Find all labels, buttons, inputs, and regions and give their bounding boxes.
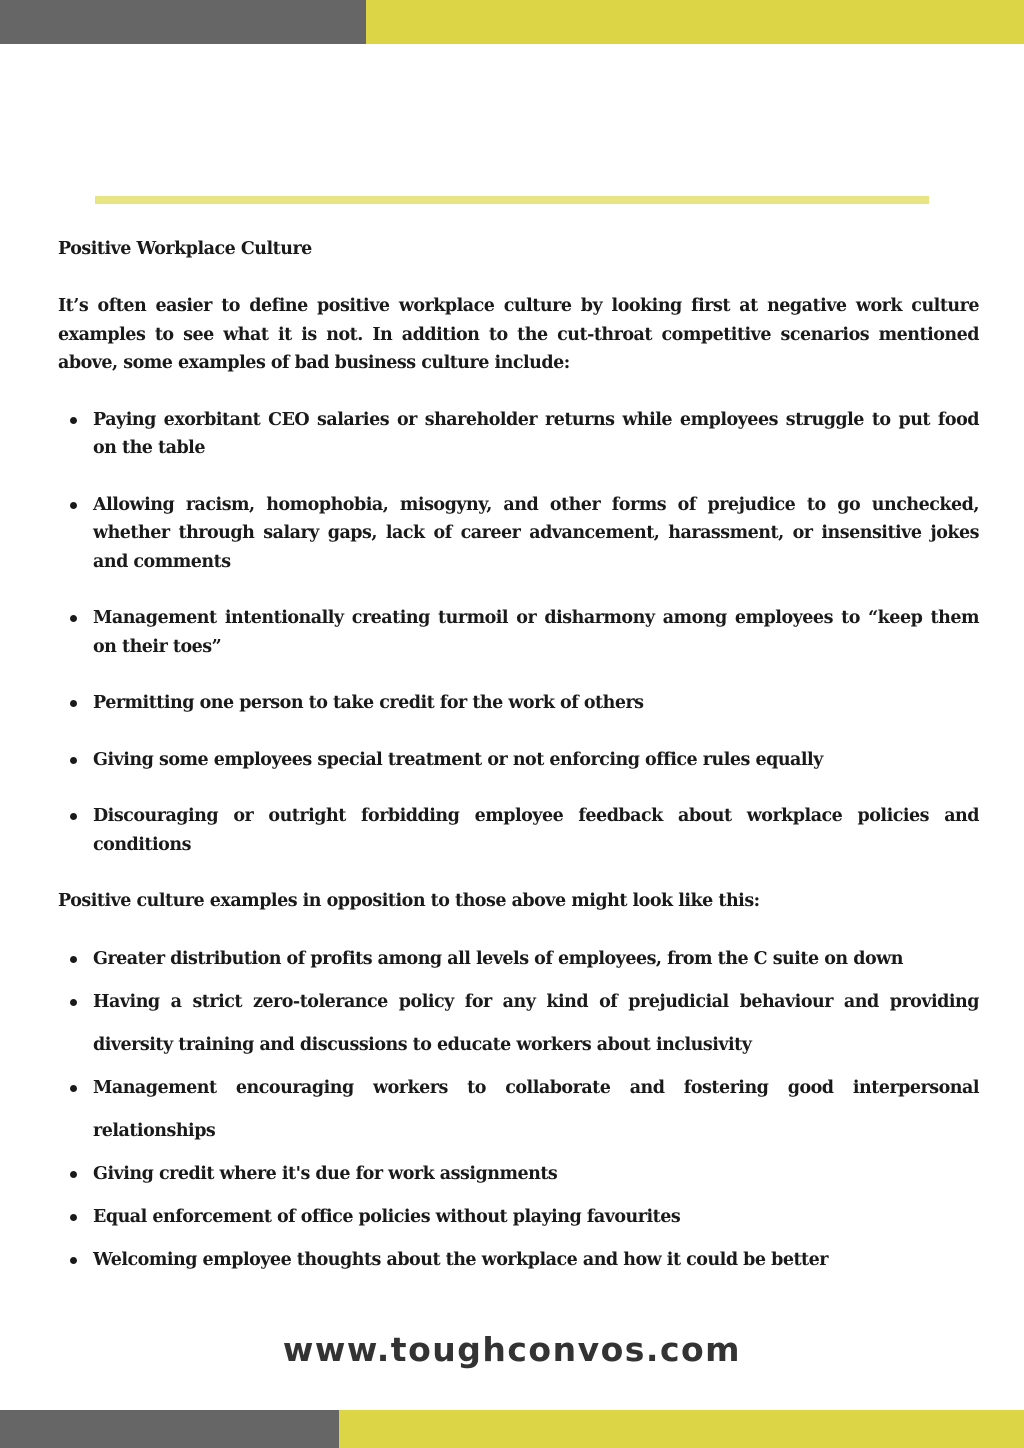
list-item — [58, 406, 979, 463]
list-item — [58, 604, 979, 661]
list-item — [58, 938, 979, 981]
list-item — [58, 1153, 979, 1196]
list-item — [58, 689, 979, 718]
list-item — [58, 1239, 979, 1282]
list-item — [58, 802, 979, 859]
intro-paragraph: It’s often easier to define positive workplace culture by looking first at negative work culture examples to see what it is not. In addition to the cut-throat competitive scenarios mentioned above, some examples of bad business culture include: — [58, 296, 979, 373]
footer-website-url: www.toughconvos.com — [282, 1330, 742, 1369]
header-divider — [95, 196, 929, 204]
bottom-banner — [0, 1410, 1024, 1448]
list-item-text: Giving some employees special treatment or not enforcing office rules equally — [93, 749, 823, 770]
list-item-text: Having a strict zero-tolerance policy for any kind of prejudicial behaviour and providing diversity training and discussions to educate workers about inclusivity — [93, 991, 979, 1055]
bottom-banner-yellow — [339, 1410, 1024, 1448]
list-item-text: Discouraging or outright forbidding employee feedback about workplace policies and conditions — [93, 806, 979, 855]
bullet-icon — [70, 417, 77, 424]
top-banner-yellow — [366, 0, 1024, 44]
list-item — [58, 491, 979, 577]
top-banner-gray — [0, 0, 366, 44]
bullet-icon — [70, 1171, 77, 1178]
list-item-text: Allowing racism, homophobia, misogyny, and other forms of prejudice to go unchecked, whether through salary gaps, lack of career advancement, harassment, or insensitive jokes and comments — [93, 494, 979, 572]
list-item — [58, 746, 979, 775]
bullet-icon — [70, 999, 77, 1006]
list-item-text: Management intentionally creating turmoil or disharmony among employees to “keep them on their toes” — [93, 608, 979, 657]
document-body — [58, 234, 979, 1282]
top-banner — [0, 0, 1024, 44]
list-item — [58, 981, 979, 1067]
positive-intro: Positive culture examples in opposition to those above might look like this: — [58, 891, 760, 911]
bullet-icon — [70, 502, 77, 509]
list-item — [58, 1067, 979, 1153]
bullet-icon — [70, 1085, 77, 1092]
bullet-icon — [70, 1257, 77, 1264]
negative-examples-list — [58, 406, 979, 860]
list-item-text: Giving credit where it's due for work assignments — [93, 1163, 558, 1184]
positive-examples-list — [58, 938, 979, 1282]
bullet-icon — [70, 757, 77, 764]
list-item-text: Equal enforcement of office policies without playing favourites — [93, 1206, 681, 1227]
bullet-icon — [70, 615, 77, 622]
list-item-text: Welcoming employee thoughts about the workplace and how it could be better — [93, 1249, 828, 1270]
bullet-icon — [70, 700, 77, 707]
list-item-text: Permitting one person to take credit for the work of others — [93, 693, 644, 713]
list-item-text: Management encouraging workers to collaborate and fostering good interpersonal relationships — [93, 1077, 979, 1141]
bullet-icon — [70, 1214, 77, 1221]
bullet-icon — [70, 956, 77, 963]
bottom-banner-gray — [0, 1410, 339, 1448]
bullet-icon — [70, 813, 77, 820]
list-item-text: Greater distribution of profits among all levels of employees, from the C suite on down — [93, 948, 903, 969]
list-item-text: Paying exorbitant CEO salaries or shareholder returns while employees struggle to put food on the table — [93, 409, 979, 458]
section-heading: Positive Workplace Culture — [58, 239, 312, 259]
list-item — [58, 1196, 979, 1239]
